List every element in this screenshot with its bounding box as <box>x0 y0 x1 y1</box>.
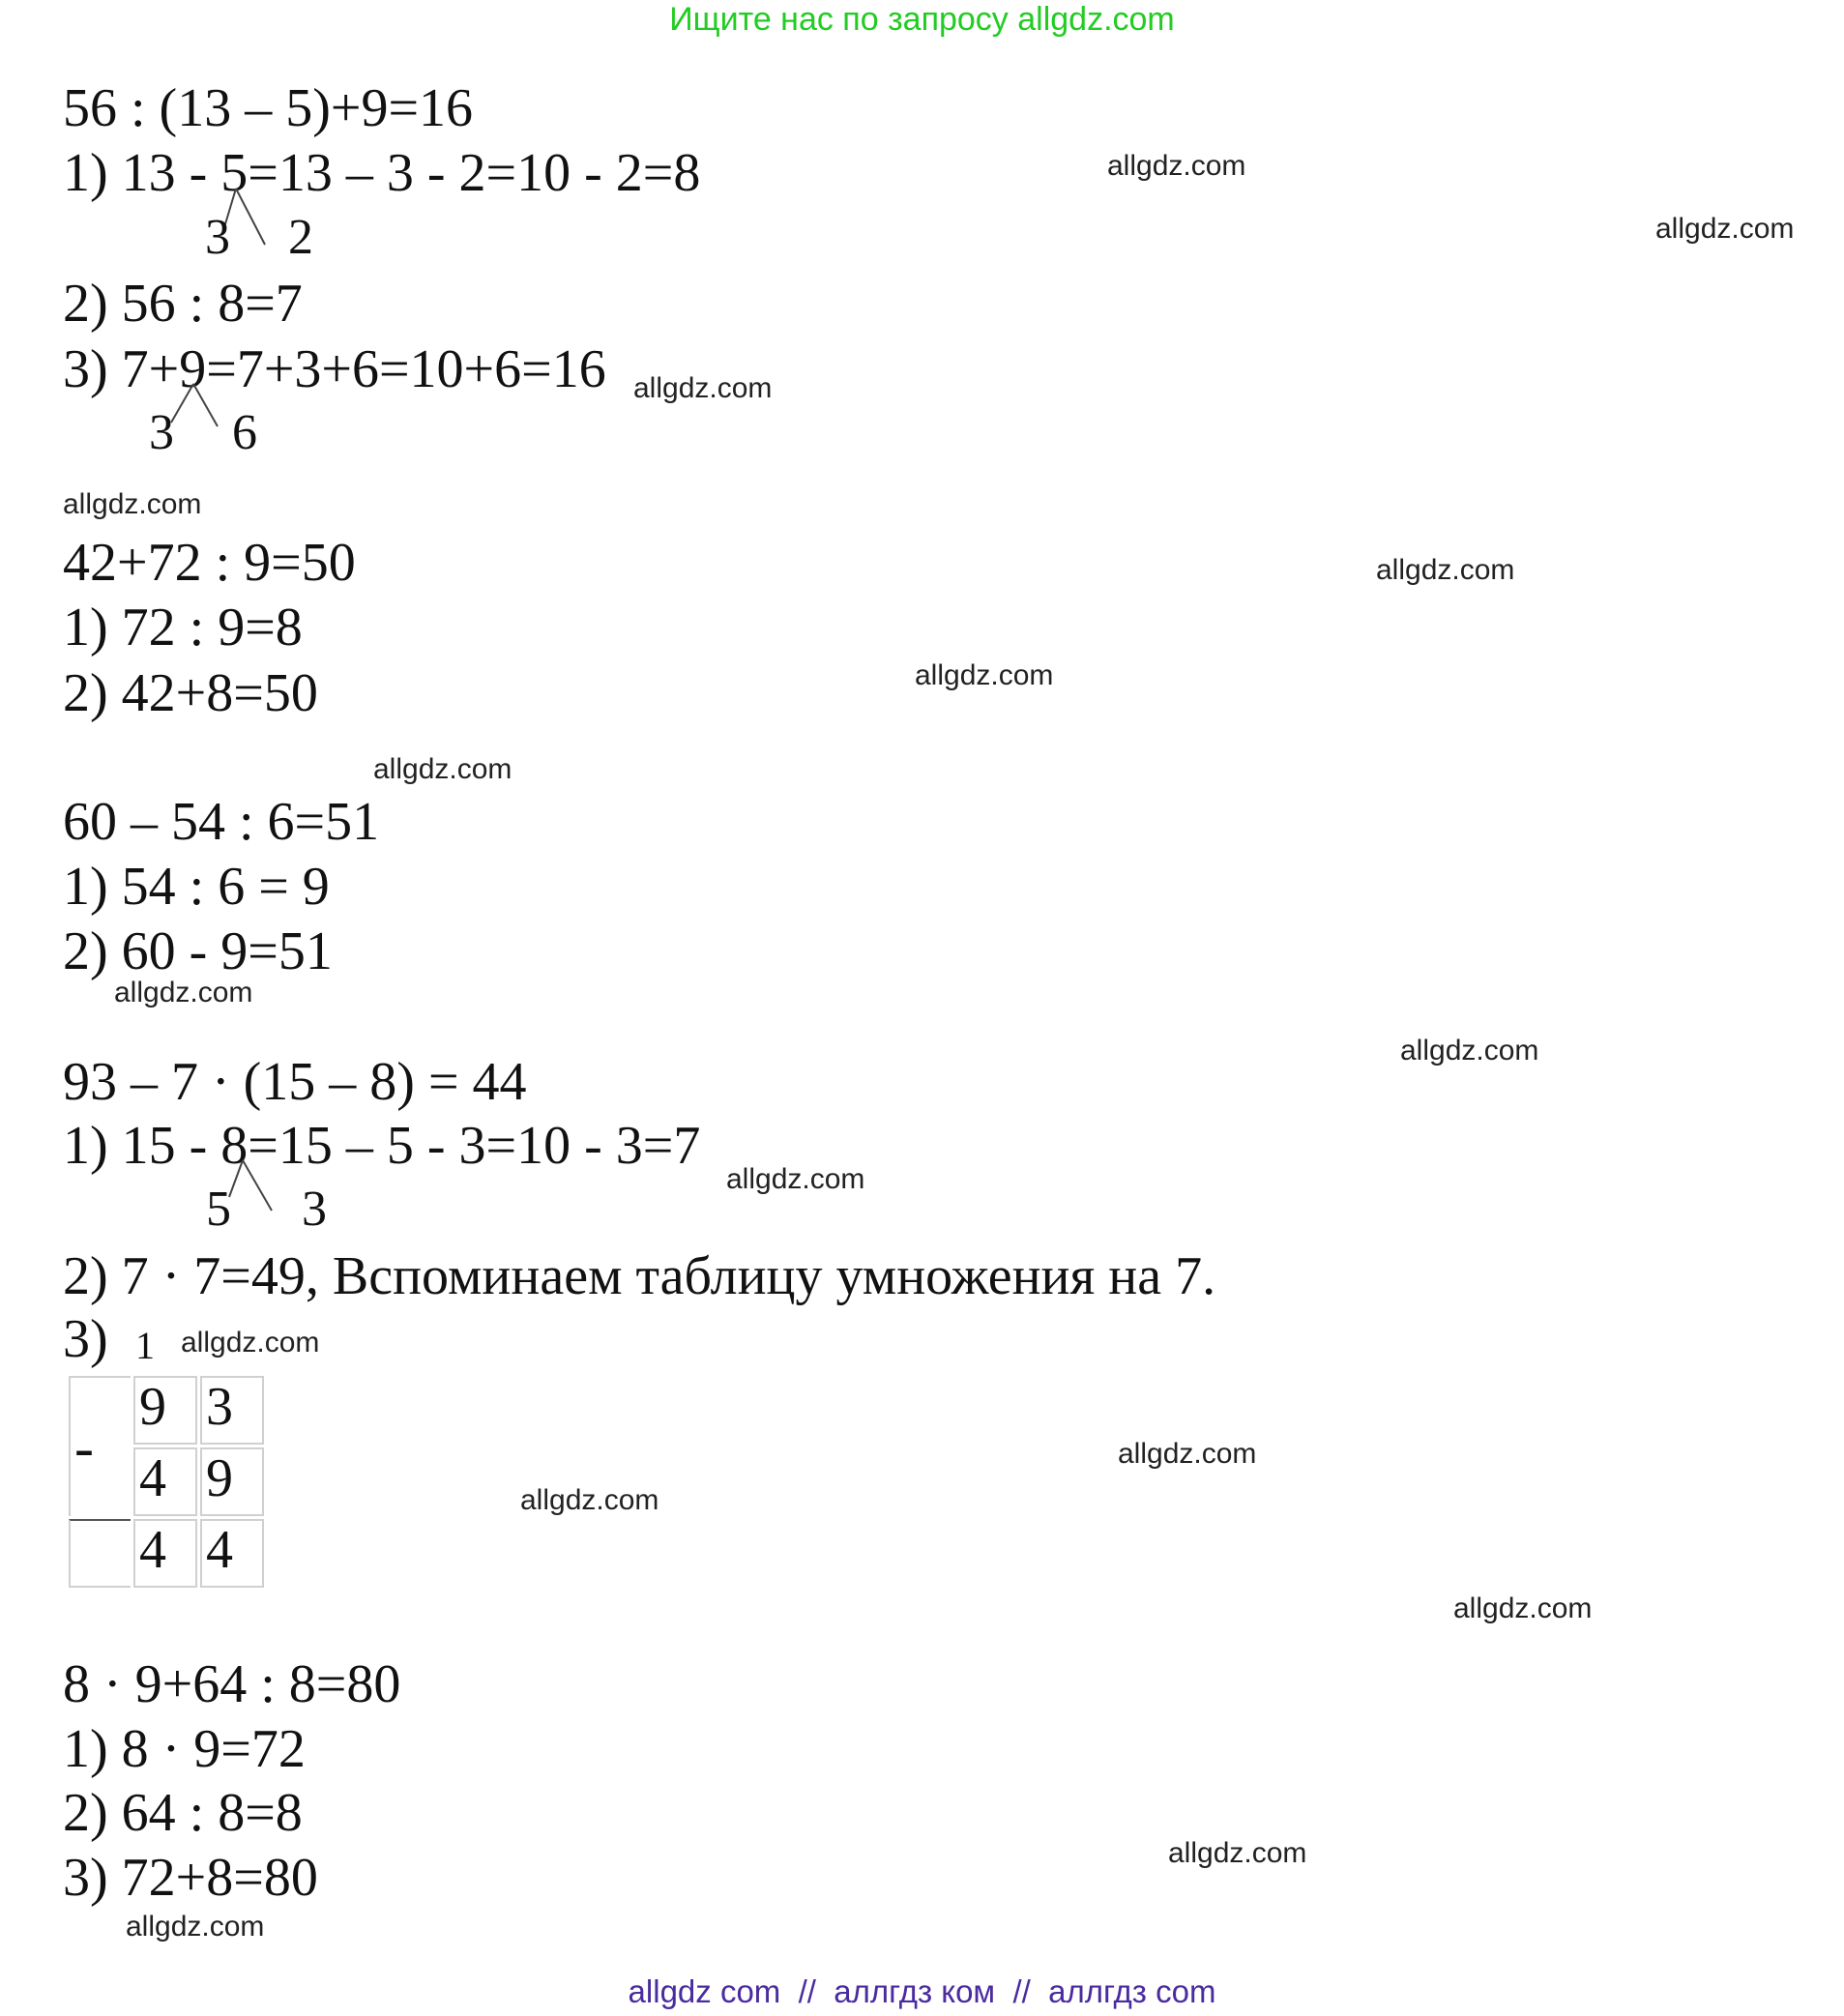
problem-1-split-lines <box>222 189 280 247</box>
problem-5-step-2: 2) 64 : 8=8 <box>63 1783 303 1843</box>
watermark: allgdz.com <box>126 1911 265 1943</box>
problem-4-split-left: 5 <box>206 1182 231 1237</box>
column-cell: 4 <box>200 1519 264 1588</box>
watermark: allgdz.com <box>63 488 202 520</box>
problem-1-split-right: 2 <box>288 210 313 265</box>
problem-4-step-2: 2) 7 · 7=49, Вспоминаем таблицу умножения на 7. <box>63 1246 1216 1306</box>
problem-1-expression: 56 : (13 – 5)+9=16 <box>63 78 474 138</box>
problem-4-step-3: 3) <box>63 1309 108 1369</box>
problem-1-step-2: 2) 56 : 8=7 <box>63 274 303 334</box>
problem-4-step-1: 1) 15 - 8=15 – 5 - 3=10 - 3=7 <box>63 1116 701 1176</box>
problem-1-step-1: 1) 13 - 5=13 – 3 - 2=10 - 2=8 <box>63 143 701 203</box>
top-banner[interactable]: Ищите нас по запросу allgdz.com <box>669 1 1175 38</box>
problem-3-expression: 60 – 54 : 6=51 <box>63 792 380 852</box>
column-cell-empty <box>69 1519 131 1588</box>
problem-3-step-2: 2) 60 - 9=51 <box>63 921 333 981</box>
column-cell: 4 <box>133 1447 197 1516</box>
watermark: allgdz.com <box>1168 1837 1307 1869</box>
problem-1-split3-lines <box>169 384 227 442</box>
watermark: allgdz.com <box>1376 554 1515 586</box>
column-cell: 4 <box>133 1519 197 1588</box>
watermark: allgdz.com <box>1400 1035 1539 1066</box>
problem-1-split3-left: 3 <box>149 405 174 460</box>
problem-1-split3-right: 6 <box>232 405 257 460</box>
watermark: allgdz.com <box>915 659 1054 691</box>
watermark: allgdz.com <box>633 372 773 404</box>
column-subtraction <box>66 1373 267 1591</box>
watermark: allgdz.com <box>181 1327 320 1359</box>
watermark: allgdz.com <box>1655 213 1795 245</box>
watermark: allgdz.com <box>1453 1592 1593 1624</box>
problem-4-split-lines <box>227 1160 285 1218</box>
problem-1-split-left: 3 <box>205 210 230 265</box>
watermark: allgdz.com <box>1118 1438 1257 1470</box>
watermark: allgdz.com <box>373 753 512 785</box>
problem-2-step-1: 1) 72 : 9=8 <box>63 598 303 657</box>
problem-5-step-1: 1) 8 · 9=72 <box>63 1719 306 1779</box>
watermark: allgdz.com <box>520 1484 659 1516</box>
problem-1-step-3: 3) 7+9=7+3+6=10+6=16 <box>63 339 606 399</box>
watermark: allgdz.com <box>114 977 253 1008</box>
problem-5-expression: 8 · 9+64 : 8=80 <box>63 1654 401 1714</box>
problem-2-expression: 42+72 : 9=50 <box>63 533 356 593</box>
problem-3-step-1: 1) 54 : 6 = 9 <box>63 857 330 917</box>
carry-digit: 1 <box>135 1324 155 1367</box>
column-cell: 9 <box>133 1376 197 1445</box>
problem-2-step-2: 2) 42+8=50 <box>63 663 318 723</box>
watermark: allgdz.com <box>726 1163 865 1195</box>
column-cell: 9 <box>200 1447 264 1516</box>
problem-5-step-3: 3) 72+8=80 <box>63 1848 318 1908</box>
footer-links[interactable]: allgdz com // аллгдз ком // аллгдз com <box>628 1973 1216 2009</box>
column-cell: 3 <box>200 1376 264 1445</box>
problem-4-expression: 93 – 7 · (15 – 8) = 44 <box>63 1052 527 1112</box>
problem-4-split-right: 3 <box>302 1182 327 1237</box>
minus-sign: - <box>69 1376 131 1516</box>
watermark: allgdz.com <box>1107 150 1246 182</box>
